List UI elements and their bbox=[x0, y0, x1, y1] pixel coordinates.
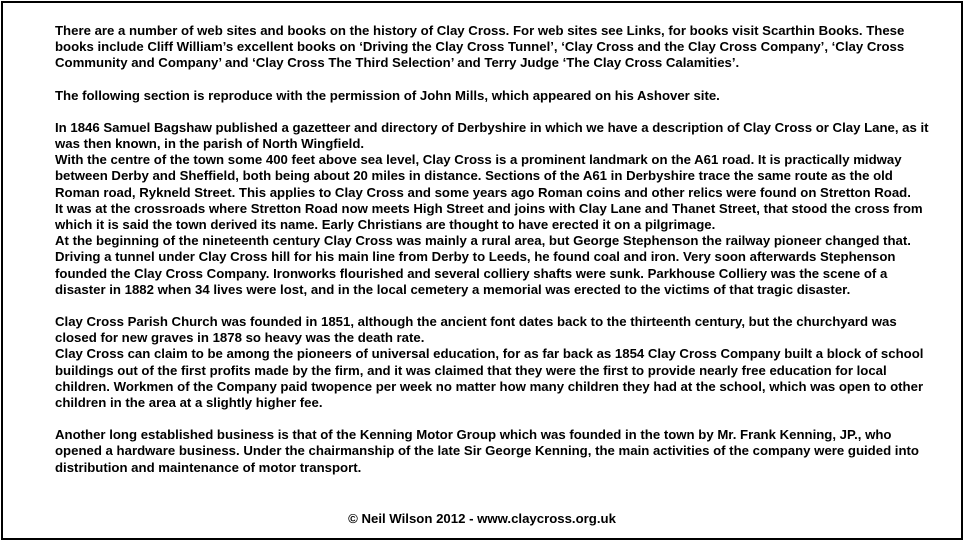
copyright-footer: © Neil Wilson 2012 - www.claycross.org.uk bbox=[348, 511, 616, 526]
intro-paragraph: There are a number of web sites and books on the history of Clay Cross. For web sites see Links, for books visit Scarthin Books. These books include Cliff William’s excellent books on ‘Driving the Clay Cross Tunnel’, ‘Clay Cross and the Clay Cross Company’, ‘Clay Cross Community and Company’ and ‘Clay Cross The Third Selection’ and Terry Judge ‘The Clay Cross Calamities’. bbox=[55, 23, 905, 71]
paragraph-gap bbox=[55, 411, 930, 427]
paragraph-gap bbox=[55, 298, 930, 314]
church-paragraph: Clay Cross Parish Church was founded in 1851, although the ancient font dates back to the thirteenth century, but the churchyard was closed for new graves in 1878 so heavy was the death rate. bbox=[55, 314, 897, 346]
stephenson-paragraph: At the beginning of the nineteenth century Clay Cross was mainly a rural area, but George Stephenson the railway pioneer changed that. Driving a tunnel under Clay Cross hill for his main line from Derby to Leeds, he found coal and iron. Very soon afterwards Stephenson founded the Clay Cross Company. Ironworks flourished and several colliery shafts were sunk. Parkhouse Colliery was the scene of a disaster in 1882 when 34 lives were lost, and in the local cemetery a memorial was erected to the victims of that tragic disaster. bbox=[55, 233, 911, 297]
paragraph-gap bbox=[55, 72, 930, 88]
town-centre-paragraph: With the centre of the town some 400 feet above sea level, Clay Cross is a prominent landmark on the A61 road. It is practically midway between Derby and Sheffield, both being about 20 miles in distance. Sections of the A61 in Derbyshire trace the same route as the old Roman road, Rykneld Street. This applies to Clay Cross and some years ago Roman coins and other relics were found on Stretton Road. bbox=[55, 152, 911, 200]
kenning-paragraph: Another long established business is that of the Kenning Motor Group which was founded in the town by Mr. Frank Kenning, JP., who opened a hardware business. Under the chairmanship of the late Sir George Kenning, the main activities of the company were guided into distribution and maintenance of motor transport. bbox=[55, 427, 919, 475]
education-paragraph: Clay Cross can claim to be among the pioneers of universal education, for as far back as 1854 Clay Cross Company built a block of school buildings out of the first profits made by the firm, and it was claimed that they were the first to provide nearly free education for local children. Workmen of the Company paid twopence per week no matter how many children they had at the school, which was open to other children in the area at a slightly higher fee. bbox=[55, 346, 924, 411]
bagshaw-paragraph: In 1846 Samuel Bagshaw published a gazetteer and directory of Derbyshire in which we have a description of Clay Cross or Clay Lane, as it was then known, in the parish of North Wingfield. bbox=[55, 119, 929, 152]
paragraph-gap bbox=[55, 104, 930, 120]
crossroads-paragraph: It was at the crossroads where Stretton Road now meets High Street and joins with Clay Lane and Thanet Street, that stood the cross from which it is said the town derived its name. Early Christians are thought to have erected it on a pilgrimage. bbox=[55, 200, 923, 233]
history-text bbox=[55, 23, 930, 476]
permission-paragraph: The following section is reproduce with the permission of John Mills, which appeared on his Ashover site. bbox=[55, 87, 720, 103]
